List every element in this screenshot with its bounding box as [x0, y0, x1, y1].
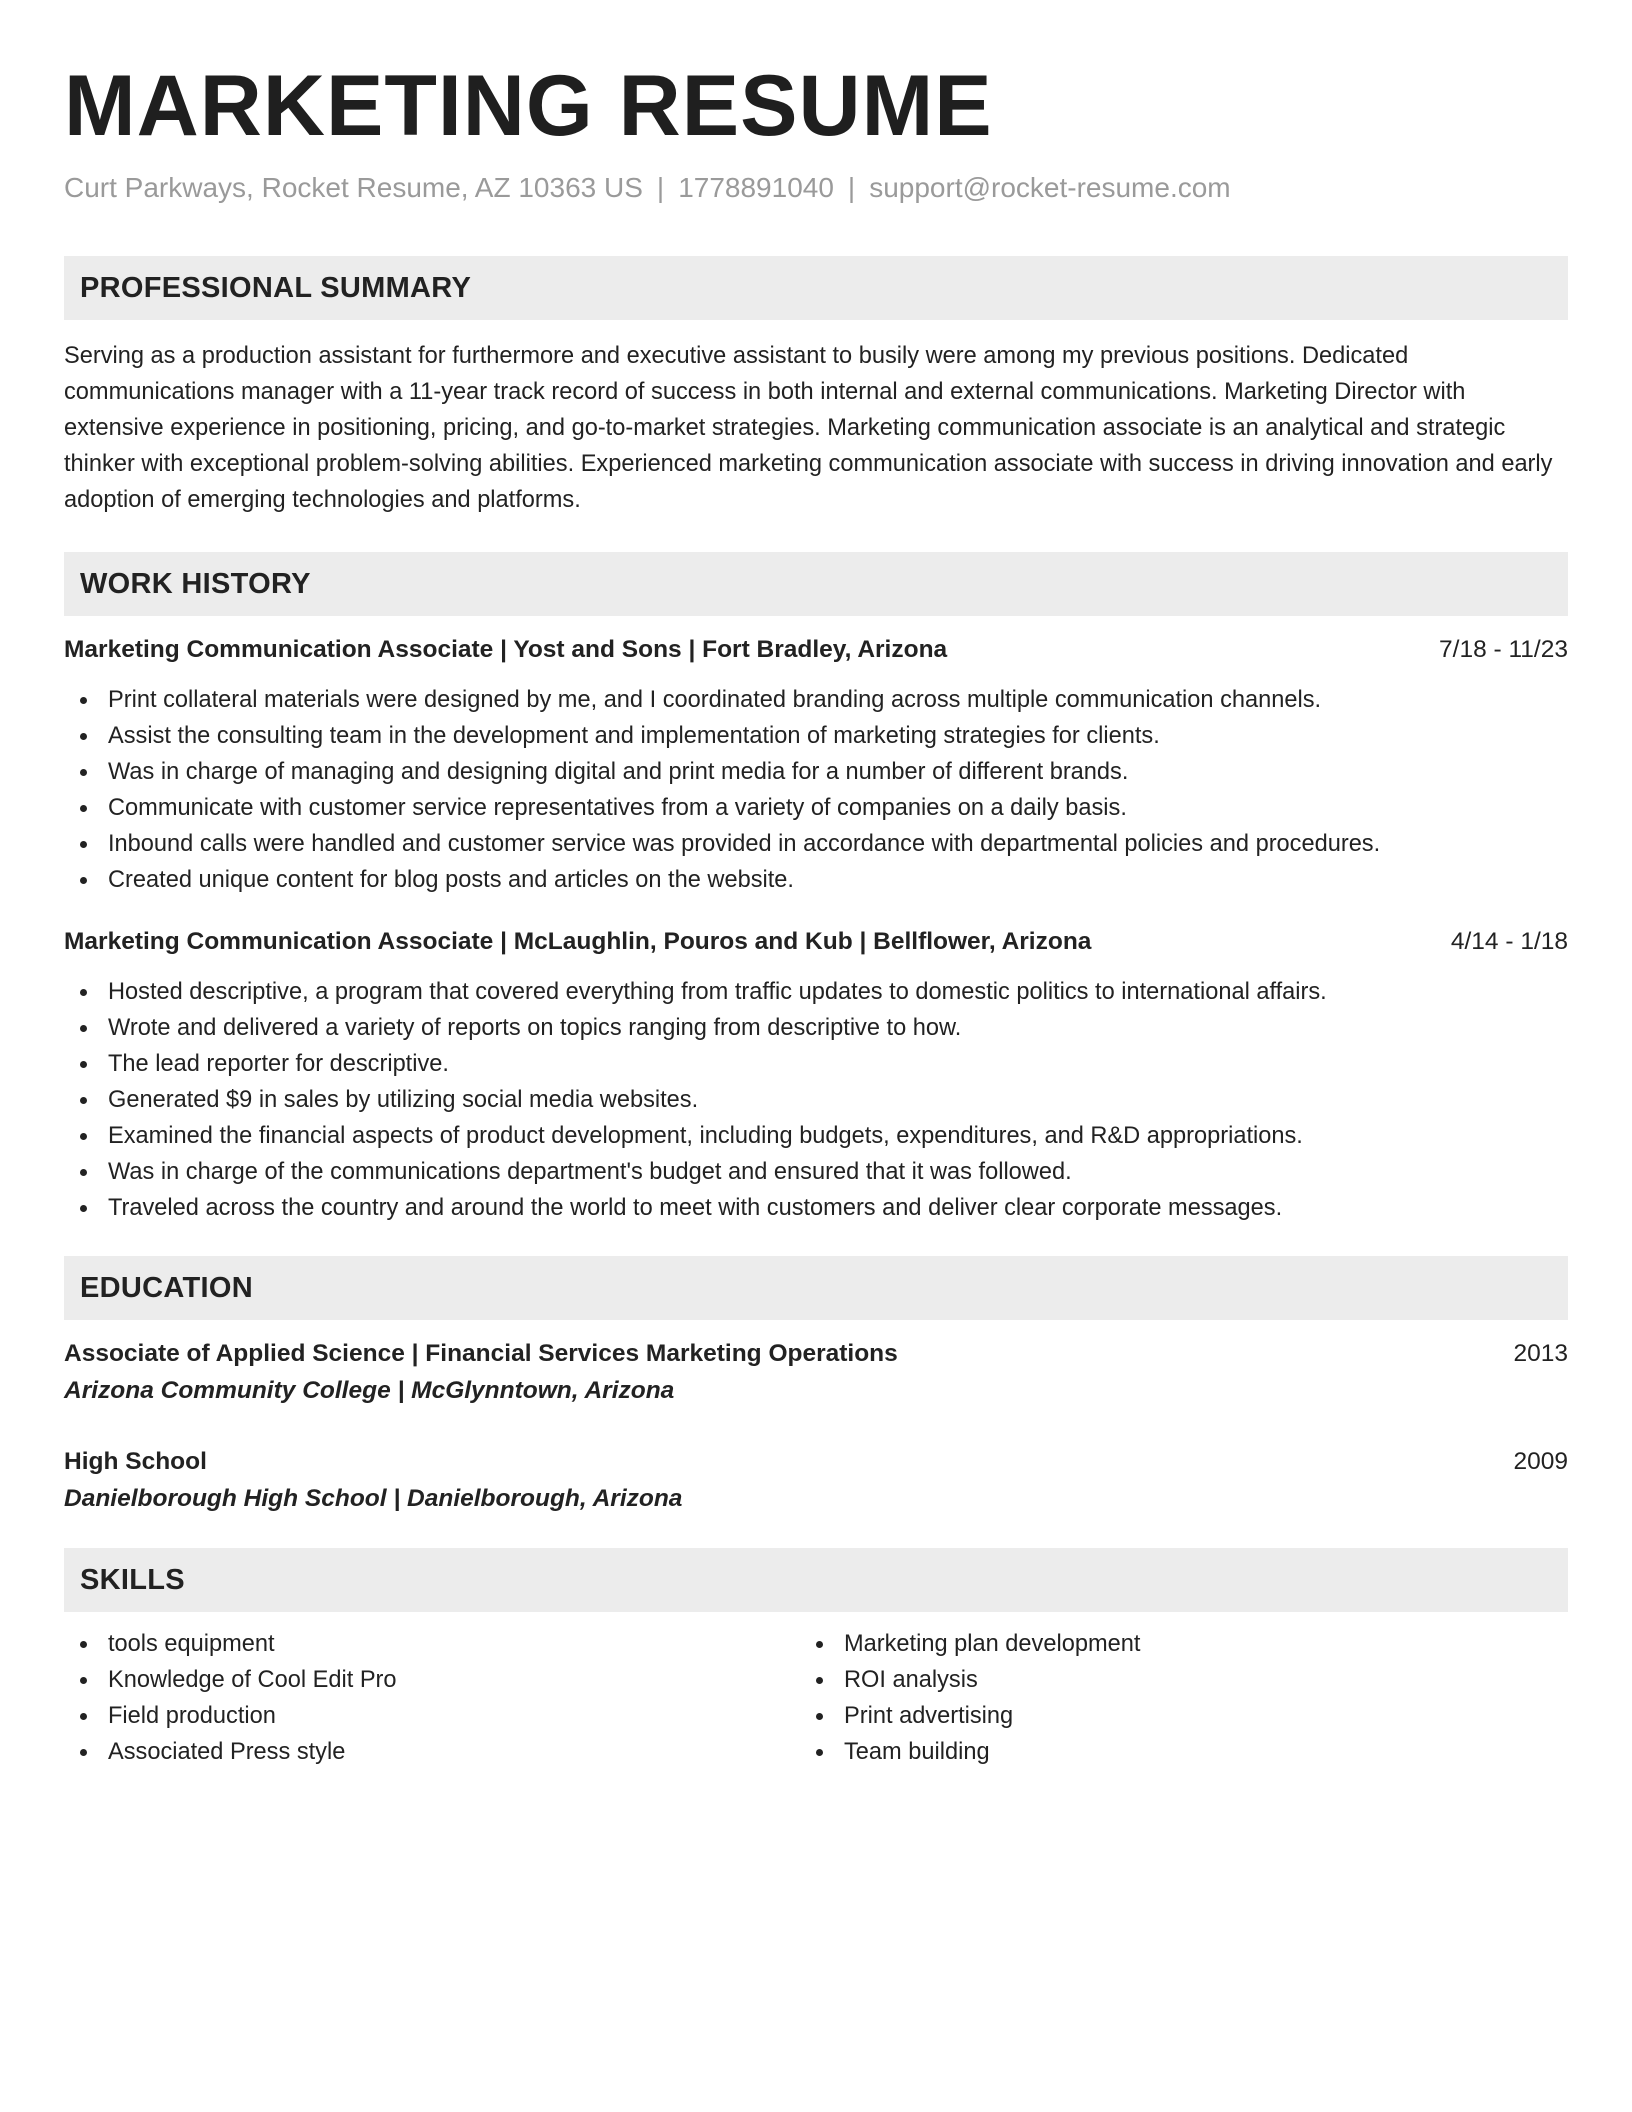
- job-bullet: Generated $9 in sales by utilizing social media websites.: [64, 1082, 1568, 1118]
- job-bullet-list: [64, 682, 1568, 898]
- skill-item: Team building: [800, 1734, 1536, 1770]
- job-title-row: [64, 924, 1568, 960]
- education-degree: High School: [64, 1448, 207, 1475]
- skill-item: Marketing plan development: [800, 1626, 1536, 1662]
- job-bullet: Examined the financial aspects of product development, including budgets, expenditures, and R&D appropriations.: [64, 1118, 1568, 1154]
- job-dates: 4/14 - 1/18: [1450, 928, 1568, 955]
- job-title: Marketing Communication Associate | Yost and Sons | Fort Bradley, Arizona: [64, 636, 948, 663]
- contact-phone: 1778891040: [678, 172, 834, 203]
- skill-item: tools equipment: [64, 1626, 800, 1662]
- job-dates: 7/18 - 11/23: [1439, 636, 1568, 663]
- job-bullet: The lead reporter for descriptive.: [64, 1046, 1568, 1082]
- job-bullet: Created unique content for blog posts and articles on the website.: [64, 862, 1568, 898]
- contact-separator: |: [847, 172, 856, 203]
- job-bullet: Traveled across the country and around the world to meet with customers and deliver clear corporate messages.: [64, 1190, 1568, 1226]
- job-bullet: Communicate with customer service representatives from a variety of companies on a daily basis.: [64, 790, 1568, 826]
- skills-column-right: [800, 1626, 1536, 1770]
- summary-text: Serving as a production assistant for furthermore and executive assistant to busily were among my previous positions. Dedicated communications manager with a 11-year track record of success in both internal and external communications. Marketing Director with extensive experience in positioning, pricing, and go-to-market strategies. Marketing communication associate is an analytical and strategic thinker with exceptional problem-solving abilities. Experienced marketing communication associate with success in driving innovation and early adoption of emerging technologies and platforms.: [64, 343, 1553, 513]
- job-entry: [64, 632, 1568, 898]
- education-title-row: [64, 1336, 1568, 1372]
- education-entry: [64, 1444, 1568, 1518]
- skills-list: [64, 1626, 800, 1770]
- resume-title: MARKETING RESUME: [64, 58, 993, 154]
- work-history-heading: WORK HISTORY: [64, 552, 1568, 616]
- job-bullet: Was in charge of the communications department's budget and ensured that it was followed.: [64, 1154, 1568, 1190]
- skills-grid: [64, 1626, 1568, 1770]
- skills-heading: SKILLS: [64, 1548, 1568, 1612]
- education-entry: [64, 1336, 1568, 1410]
- job-entry: [64, 924, 1568, 1226]
- skill-item: Print advertising: [800, 1698, 1536, 1734]
- skill-item: Knowledge of Cool Edit Pro: [64, 1662, 800, 1698]
- skill-item: Associated Press style: [64, 1734, 800, 1770]
- summary-heading: PROFESSIONAL SUMMARY: [64, 256, 1568, 320]
- job-bullet: Was in charge of managing and designing digital and print media for a number of different brands.: [64, 754, 1568, 790]
- job-title: Marketing Communication Associate | McLaughlin, Pouros and Kub | Bellflower, Arizona: [64, 928, 1092, 955]
- education-degree: Associate of Applied Science | Financial Services Marketing Operations: [64, 1340, 898, 1367]
- job-title-row: [64, 632, 1568, 668]
- contact-address: Curt Parkways, Rocket Resume, AZ 10363 US: [64, 172, 643, 203]
- skills-list: [800, 1626, 1536, 1770]
- education-title-row: [64, 1444, 1568, 1480]
- contact-separator: |: [656, 172, 665, 203]
- education-school: Arizona Community College | McGlynntown, Arizona: [64, 1377, 675, 1404]
- job-bullet: Print collateral materials were designed by me, and I coordinated branding across multiple communication channels.: [64, 682, 1568, 718]
- contact-email: support@rocket-resume.com: [869, 172, 1231, 203]
- job-bullet: Assist the consulting team in the development and implementation of marketing strategies for clients.: [64, 718, 1568, 754]
- job-bullet: Hosted descriptive, a program that covered everything from traffic updates to domestic politics to international affairs.: [64, 974, 1568, 1010]
- skill-item: ROI analysis: [800, 1662, 1536, 1698]
- skills-column-left: [64, 1626, 800, 1770]
- job-bullet: Inbound calls were handled and customer service was provided in accordance with departmental policies and procedures.: [64, 826, 1568, 862]
- education-year: 2013: [1513, 1340, 1568, 1367]
- contact-line: [64, 170, 1568, 206]
- job-bullet-list: [64, 974, 1568, 1226]
- education-school: Danielborough High School | Danielborough, Arizona: [64, 1485, 683, 1512]
- education-heading: EDUCATION: [64, 1256, 1568, 1320]
- education-year: 2009: [1513, 1448, 1568, 1475]
- job-bullet: Wrote and delivered a variety of reports on topics ranging from descriptive to how.: [64, 1010, 1568, 1046]
- skill-item: Field production: [64, 1698, 800, 1734]
